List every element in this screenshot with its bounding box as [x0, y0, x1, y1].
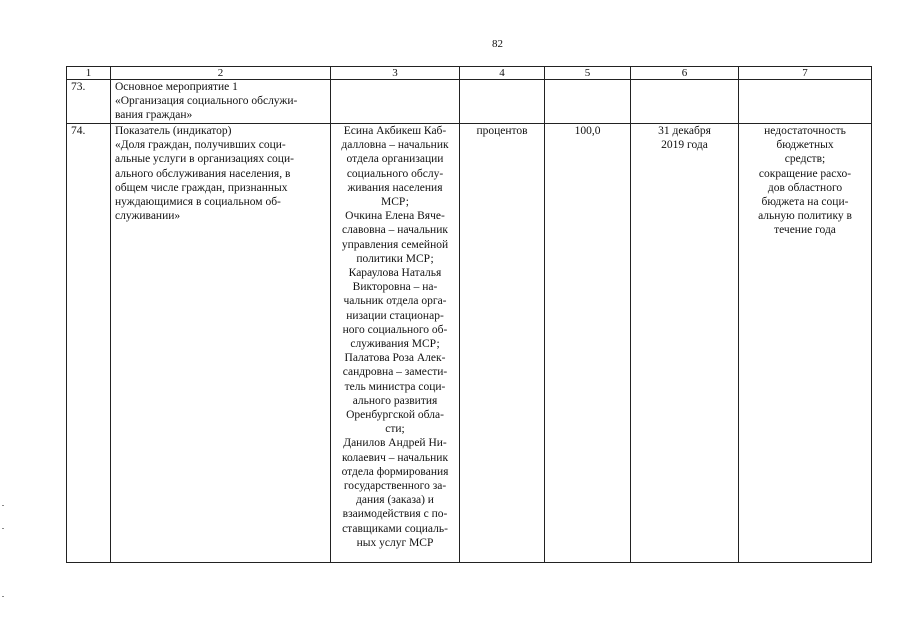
table-row	[67, 80, 872, 124]
deadline-cell	[631, 80, 739, 124]
text-line: дания (заказа) и	[356, 494, 434, 507]
unit-cell	[460, 80, 545, 124]
text-line: альные услуги в организациях соци-	[115, 153, 294, 166]
text-line: 2019 года	[661, 139, 708, 152]
text-line: «Организация социального обслужи-	[115, 95, 298, 108]
text-line: политики МСР;	[356, 252, 434, 265]
plan-table	[66, 66, 872, 563]
text-line: славовна – начальник	[342, 224, 448, 237]
text-line: Очкина Елена Вяче-	[345, 210, 445, 223]
text-line: 31 декабря	[658, 125, 711, 137]
text-line: государственного за-	[343, 480, 447, 493]
header-cell: 2	[111, 67, 331, 80]
text-line: Палатова Роза Алек-	[344, 352, 446, 365]
text-line: социального обслу-	[346, 167, 444, 180]
text-line: Оренбургской обла-	[346, 409, 444, 422]
margin-mark	[2, 505, 4, 506]
risk-cell	[739, 124, 872, 563]
table-header-row	[67, 67, 872, 80]
text-line: бюджетных	[776, 139, 834, 152]
text-line: низации стационар-	[346, 309, 444, 322]
text-line: ального развития	[352, 394, 438, 407]
text-line: Есина Акбикеш Каб-	[343, 125, 447, 137]
text-line: управления семейной	[341, 238, 449, 251]
text-line: ального обслуживания населения, в	[115, 167, 291, 180]
text-line: сти;	[385, 423, 405, 436]
header-cell: 6	[631, 67, 739, 80]
text-line: служивания МСР;	[350, 338, 440, 351]
text-line: недостаточность	[764, 125, 846, 137]
text-line: колаевич – начальник	[341, 451, 449, 464]
text-line: общем числе граждан, признанных	[115, 181, 288, 194]
text-line: взаимодействия с по-	[342, 508, 448, 521]
text-line: нуждающимися в социальном об-	[115, 196, 281, 209]
text-line: вания граждан»	[115, 109, 193, 122]
margin-mark	[2, 528, 4, 529]
text-line: служивании»	[115, 210, 181, 223]
text-line: сокращение расхо-	[758, 167, 852, 180]
name-cell	[111, 80, 331, 124]
text-line: сандровна – замести-	[342, 366, 448, 379]
text-line: отдела формирования	[341, 465, 449, 478]
value-cell	[545, 80, 631, 124]
value-cell: 100,0	[545, 124, 631, 563]
header-cell: 3	[331, 67, 460, 80]
text-line: ного социального об-	[342, 323, 448, 336]
text-line: Викторовна – на-	[352, 281, 438, 294]
text-line: бюджета на соци-	[761, 196, 849, 209]
deadline-cell	[631, 124, 739, 563]
text-line: течение года	[774, 224, 836, 237]
responsible-cell	[331, 124, 460, 563]
page-number: 82	[492, 38, 503, 50]
text-line: далловна – начальник	[341, 139, 449, 152]
header-cell: 4	[460, 67, 545, 80]
header-cell: 5	[545, 67, 631, 80]
text-line: средств;	[784, 153, 826, 166]
table-row	[67, 124, 872, 563]
header-cell: 1	[67, 67, 111, 80]
responsible-cell	[331, 80, 460, 124]
text-line: тель министра соци-	[344, 380, 446, 393]
unit-cell: процентов	[460, 124, 545, 563]
text-line: альную политику в	[758, 210, 852, 223]
text-line: ставщиками социаль-	[342, 522, 448, 535]
text-line: Караулова Наталья	[348, 267, 442, 280]
name-cell	[111, 124, 331, 563]
text-line: отдела организации	[346, 153, 444, 166]
row-number-cell: 74.	[67, 124, 111, 563]
text-line: Основное мероприятие 1	[115, 81, 238, 93]
text-line: МСР;	[381, 196, 409, 209]
margin-mark	[2, 596, 4, 597]
risk-cell	[739, 80, 872, 124]
text-line: дов областного	[767, 181, 843, 194]
text-line: ных услуг МСР	[356, 536, 434, 549]
row-number-cell: 73.	[67, 80, 111, 124]
text-line: живания населения	[347, 181, 443, 194]
text-line: «Доля граждан, получивших соци-	[115, 139, 286, 152]
text-line: Данилов Андрей Ни-	[343, 437, 447, 450]
text-line: Показатель (индикатор)	[115, 125, 232, 137]
header-cell: 7	[739, 67, 872, 80]
text-line: чальник отдела орга-	[343, 295, 447, 308]
